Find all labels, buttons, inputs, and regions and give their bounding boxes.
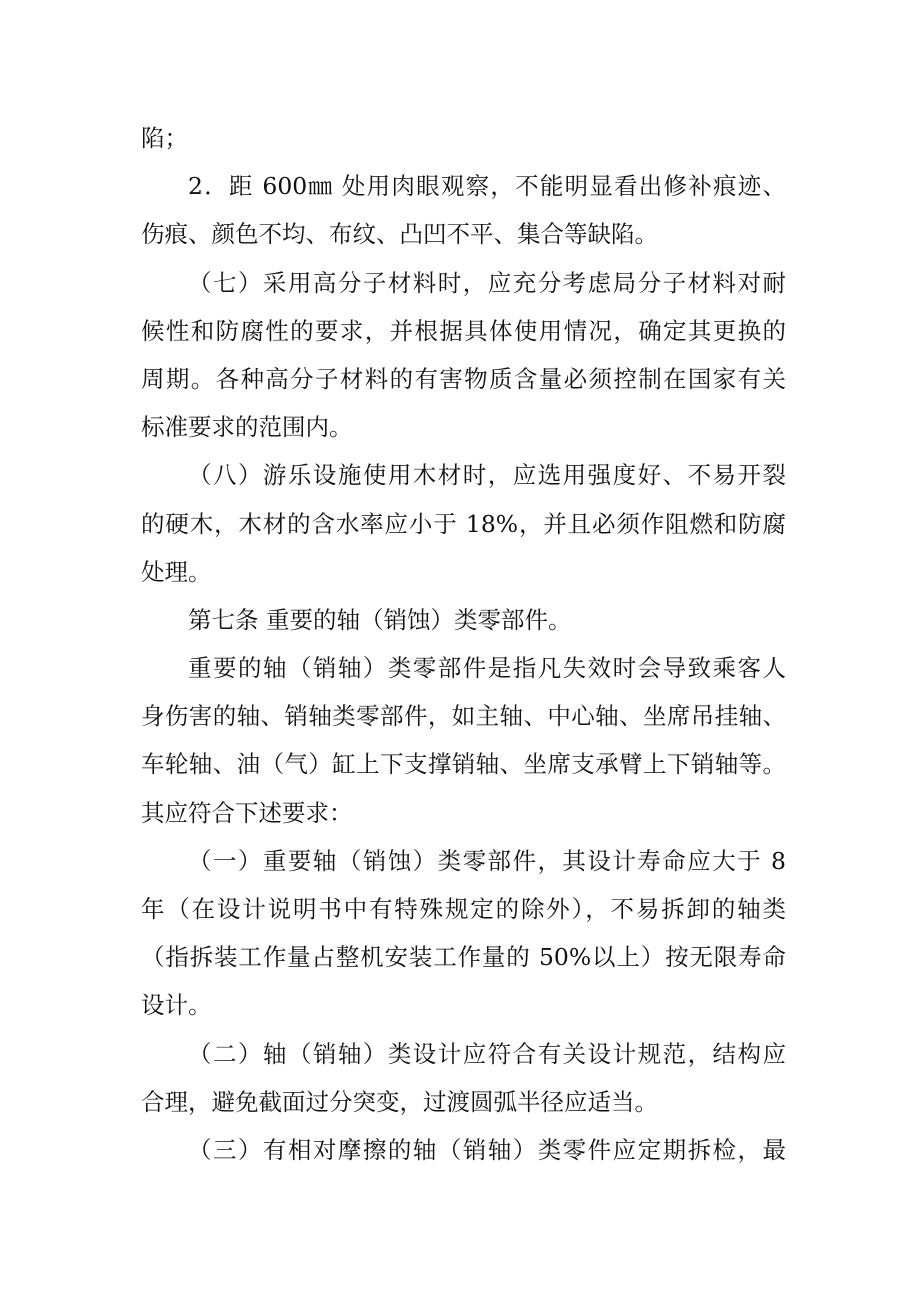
text-line: （八）游乐设施使用木材时，应选用强度好、不易开裂 (188, 461, 786, 490)
text-line: 2．距 600㎜ 处用肉眼观察，不能明显看出修补痕迹、 (188, 172, 786, 201)
text-line: 设计。 (141, 991, 212, 1020)
text-line: 标准要求的范围内。 (141, 413, 353, 442)
text-line: （七）采用高分子材料时，应充分考虑局分子材料对耐 (188, 268, 786, 297)
text-line: 处理。 (141, 557, 212, 586)
text-line: 合理，避免截面过分突变，过渡圆弧半径应适当。 (141, 1087, 658, 1116)
text-line: 周期。各种高分子材料的有害物质含量必须控制在国家有关 (141, 364, 786, 393)
text-line: 伤痕、颜色不均、布纹、凸凹不平、集合等缺陷。 (141, 220, 658, 249)
text-line: （一）重要轴（销蚀）类零部件，其设计寿命应大于 8 (188, 846, 786, 875)
text-line: 陷； (141, 124, 188, 152)
text-line: 年（在设计说明书中有特殊规定的除外），不易拆卸的轴类 (141, 895, 786, 923)
text-line: 车轮轴、油（气）缸上下支撑销轴、坐席支承臂上下销轴等。 (141, 750, 786, 779)
text-line: 重要的轴（销轴）类零部件是指凡失效时会导致乘客人 (188, 654, 786, 683)
text-line: （指拆装工作量占整机安装工作量的 50%以上）按无限寿命 (141, 943, 786, 972)
document-body (141, 114, 786, 1174)
text-line: （三）有相对摩擦的轴（销轴）类零件应定期拆检，最 (188, 1135, 786, 1164)
text-line: 候性和防腐性的要求，并根据具体使用情况，确定其更换的 (141, 316, 786, 345)
document-page (141, 114, 786, 1174)
text-line: 第七条 重要的轴（销蚀）类零部件。 (188, 605, 572, 634)
text-line: 其应符合下述要求： (141, 798, 353, 827)
text-line: 身伤害的轴、销轴类零部件，如主轴、中心轴、坐席吊挂轴、 (141, 702, 786, 731)
text-line: 的硬木，木材的含水率应小于 18%，并且必须作阻燃和防腐 (141, 509, 786, 538)
text-line: （二）轴（销轴）类设计应符合有关设计规范，结构应 (188, 1039, 786, 1068)
